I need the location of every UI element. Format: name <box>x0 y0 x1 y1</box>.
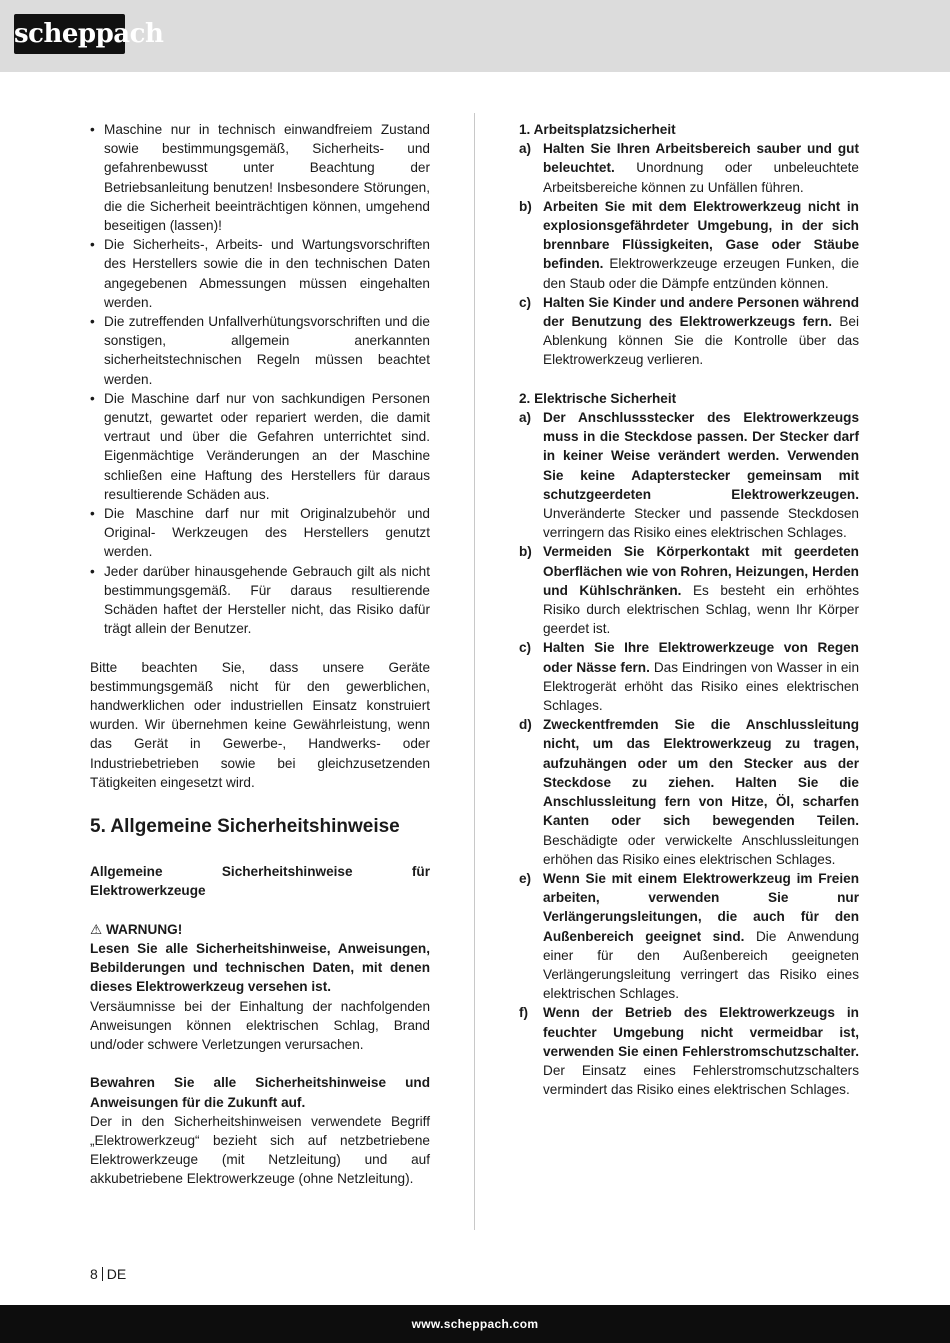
left-column <box>90 120 430 1189</box>
footer-separator <box>102 1267 103 1281</box>
warning-label: WARNUNG! <box>105 921 183 937</box>
list-item: d) Zweckentfremden Sie die Anschlussleitung nicht, um das Elektrowerkzeug zu tragen, aufzuhängen oder um den Stecker aus der Steckdose zu ziehen. Halten Sie die Anschlussleitung fern von Hitze, Öl, scharfen Kanten oder sich bewegenden Teilen. Beschädigte oder verwickelte Anschlussleitungen erhöhen das Risiko eines elektrischen Schlages. <box>519 717 859 867</box>
section-title-workplace: 1. Arbeitsplatzsicherheit <box>519 122 676 137</box>
keep-instructions-bold: Bewahren Sie alle Sicherheitshinweise und Anweisungen für die Zukunft auf. <box>90 1075 430 1110</box>
usage-note: Bitte beachten Sie, dass unsere Geräte bestimmungsgemäß nicht für den gewerblichen, handwerklichen oder industriellen Einsatz konstruiert wurden. Wir übernehmen keine Gewährleistung, wenn das Gerät in Gewerbe-, Handwerks- oder Industriebetrieben sowie bei gleichzusetzenden Tätigkeiten eingesetzt wird. <box>90 659 430 790</box>
section-title-electrical: 2. Elektrische Sicherheit <box>519 390 677 406</box>
warning-heading <box>90 920 430 939</box>
header-bar <box>0 0 950 72</box>
page-number: 8 <box>90 1266 98 1282</box>
list-item: • Maschine nur in technisch einwandfreiem Zustand sowie bestimmungsgemäß, Sicherheits- und gefahrenbewusst unter Beachtung der Betriebsanleitung benutzen! Insbesondere Störungen, die die Sicherheit beeinträchtigen können, umgehend beseitigen (lassen)! <box>90 120 430 235</box>
language-code: DE <box>106 1266 127 1282</box>
subheading: Allgemeine Sicherheitshinweise für Elektrowerkzeuge <box>90 864 430 899</box>
brand-logo: scheppach <box>14 14 125 54</box>
list-item: b) Vermeiden Sie Körperkontakt mit geerdeten Oberflächen wie von Rohren, Heizungen, Herden und Kühlschränken. Es besteht ein erhöhtes Risiko durch elektrischen Schlag, wenn Ihr Körper geerdet ist. <box>519 544 860 637</box>
list-item: • Die Sicherheits-, Arbeits- und Wartungsvorschriften des Herstellers sowie die in den technischen Daten angegebenen Abmessungen müssen eingehalten werden. <box>90 235 430 312</box>
page-footer <box>90 1265 126 1283</box>
list-item: • Die zutreffenden Unfallverhütungsvorschriften und die sonstigen, allgemein anerkannten sicherheitstechnischen Regeln müssen beachtet werden. <box>90 312 430 389</box>
list-item: c) Halten Sie Kinder und andere Personen während der Benutzung des Elektrowerkzeugs fern. Bei Ablenkung können Sie die Kontrolle über das Elektrowerkzeug verlieren. <box>519 294 859 368</box>
list-item: a) Halten Sie Ihren Arbeitsbereich sauber und gut beleuchtet. Unordnung oder unbeleuchtete Arbeitsbereiche können zu Unfällen führen. <box>519 141 859 195</box>
right-column <box>519 120 859 1099</box>
list-item: f) Wenn der Betrieb des Elektrowerkzeugs in feuchter Umgebung nicht vermeidbar ist, verwenden Sie einen Fehlerstromschutzschalter. Der Einsatz eines Fehlerstromschutzschalters vermindert das Risiko eines elektrischen Schlages. <box>519 1005 859 1098</box>
column-divider <box>474 113 475 1230</box>
warning-text: Versäumnisse bei der Einhaltung der nachfolgenden Anweisungen können elektrischen Schlag, Brand und/oder schwere Verletzungen verursachen. <box>90 998 430 1052</box>
website-footer-bar <box>0 1305 950 1343</box>
usage-bullet-list <box>90 120 430 638</box>
workplace-safety-list <box>519 139 859 369</box>
electrical-safety-list <box>519 408 859 1099</box>
warning-triangle-icon: ⚠ <box>90 921 103 937</box>
section-heading: 5. Allgemeine Sicherheitshinweise <box>90 816 400 838</box>
list-item: • Die Maschine darf nur von sachkundigen Personen genutzt, gewartet oder repariert werden, die damit vertraut und über die Gefahren unterrichtet sind. Eigenmächtige Veränderungen an der Maschine schließen eine Haftung des Herstellers für daraus resultierende Schäden aus. <box>90 389 430 504</box>
website-link[interactable]: www.scheppach.com <box>411 1317 539 1331</box>
keep-instructions-text: Der in den Sicherheitshinweisen verwendete Begriff „Elektrowerkzeug“ bezieht sich auf netzbetriebene Elektrowerkzeuge (mit Netzleitung) und auf akkubetriebene Elektrowerkzeuge (ohne Netzleitung). <box>90 1113 430 1187</box>
warning-bold-text: Lesen Sie alle Sicherheitshinweise, Anweisungen, Bebilderungen und technischen Daten, mit denen dieses Elektrowerkzeug versehen ist. <box>90 940 430 995</box>
list-item: e) Wenn Sie mit einem Elektrowerkzeug im Freien arbeiten, verwenden Sie nur Verlängerungsleitungen, die auch für den Außenbereich geeignet sind. Die Anwendung einer für den Außenbereich geeigneten Verlängerungsleitung verringert das Risiko eines elektrischen Schlages. <box>519 870 860 1002</box>
list-item: c) Halten Sie Ihre Elektrowerkzeuge von Regen oder Nässe fern. Das Eindringen von Wasser in ein Elektrogerät erhöht das Risiko eines elektrischen Schlages. <box>519 640 860 714</box>
list-item: b) Arbeiten Sie mit dem Elektrowerkzeug nicht in explosionsgefährdeter Umgebung, in der sich brennbare Flüssigkeiten, Gase oder Stäube befinden. Elektrowerkzeuge erzeugen Funken, die den Staub oder die Dämpfe entzünden können. <box>519 198 859 291</box>
list-item: • Jeder darüber hinausgehende Gebrauch gilt als nicht bestimmungsgemäß. Für daraus resultierende Schäden haftet der Hersteller nicht, das Risiko dafür trägt allein der Benutzer. <box>90 562 430 639</box>
list-item: a) Der Anschlussstecker des Elektrowerkzeugs muss in die Steckdose passen. Der Stecker darf in keiner Weise verändert werden. Verwenden Sie keine Adapterstecker gemeinsam mit schutzgeerdeten Elektrowerkzeugen. Unveränderte Stecker und passende Steckdosen verringern das Risiko eines elektrischen Schlages. <box>519 410 859 541</box>
list-item: • Die Maschine darf nur mit Originalzubehör und Original- Werkzeugen des Herstellers genutzt werden. <box>90 504 430 562</box>
